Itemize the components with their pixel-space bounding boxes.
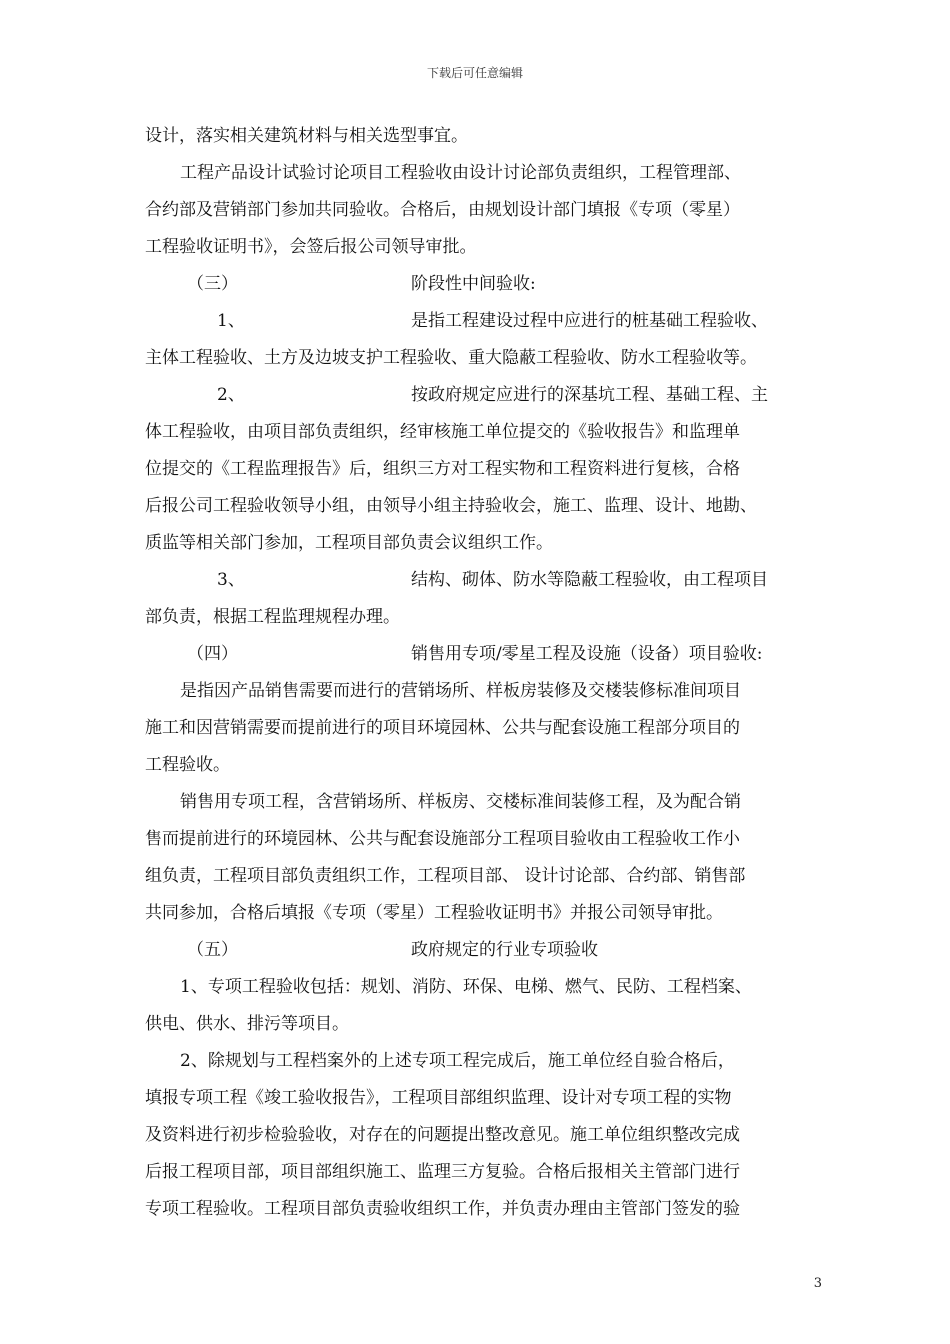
section-label: （三） xyxy=(187,274,238,294)
body-line: 及资料进行初步检验验收，对存在的问题提出整改意见。施工单位组织整改完成 xyxy=(145,1125,740,1145)
body-line: 合约部及营销部门参加共同验收。合格后，由规划设计部门填报《专项（零星） xyxy=(145,200,740,220)
body-line: 设计，落实相关建筑材料与相关选型事宜。 xyxy=(145,126,468,146)
body-line: 供电、供水、排污等项目。 xyxy=(145,1014,349,1034)
body-line: 是指因产品销售需要而进行的营销场所、样板房装修及交楼装修标准间项目 xyxy=(180,681,741,701)
body-line: 施工和因营销需要而提前进行的项目环境园林、公共与配套设施工程部分项目的 xyxy=(145,718,740,738)
section-label: （五） xyxy=(187,940,238,960)
body-line: 1、专项工程验收包括：规划、消防、环保、电梯、燃气、民防、工程档案、 xyxy=(180,977,752,997)
section-label: （四） xyxy=(187,644,238,664)
item-text: 结构、砌体、防水等隐蔽工程验收，由工程项目 xyxy=(411,570,768,590)
item-label: 3、 xyxy=(217,570,245,590)
page-number: 3 xyxy=(813,1276,822,1291)
body-line: 工程验收证明书》，会签后报公司领导审批。 xyxy=(145,237,477,257)
section-title: 销售用专项/零星工程及设施（设备）项目验收: xyxy=(411,644,763,664)
list-item-3 xyxy=(145,562,845,599)
body-line: 后报公司工程验收领导小组，由领导小组主持验收会，施工、监理、设计、地勘、 xyxy=(145,496,757,516)
body-line: 组负责，工程项目部负责组织工作，工程项目部、 设计讨论部、合约部、销售部 xyxy=(145,866,746,886)
item-text: 按政府规定应进行的深基坑工程、基础工程、主 xyxy=(411,385,768,405)
body-line: 专项工程验收。工程项目部负责验收组织工作，并负责办理由主管部门签发的验 xyxy=(145,1199,740,1219)
item-text: 是指工程建设过程中应进行的桩基础工程验收、 xyxy=(411,311,768,331)
section-title: 政府规定的行业专项验收 xyxy=(411,940,598,960)
body-line: 部负责，根据工程监理规程办理。 xyxy=(145,607,400,627)
list-item-2 xyxy=(145,377,845,414)
item-label: 1、 xyxy=(217,311,245,331)
body-line: 主体工程验收、土方及边坡支护工程验收、重大隐蔽工程验收、防水工程验收等。 xyxy=(145,348,757,368)
body-line: 销售用专项工程，含营销场所、样板房、交楼标准间装修工程，及为配合销 xyxy=(180,792,741,812)
body-line: 售而提前进行的环境园林、公共与配套设施部分工程项目验收由工程验收工作小 xyxy=(145,829,740,849)
body-line: 后报工程项目部，项目部组织施工、监理三方复验。合格后报相关主管部门进行 xyxy=(145,1162,740,1182)
section-heading-5 xyxy=(145,932,845,969)
section-heading-4 xyxy=(145,636,845,673)
body-line: 填报专项工程《竣工验收报告》，工程项目部组织监理、设计对专项工程的实物 xyxy=(145,1088,732,1108)
section-title: 阶段性中间验收: xyxy=(411,274,536,294)
body-line: 2、除规划与工程档案外的上述专项工程完成后，施工单位经自验合格后， xyxy=(180,1051,735,1071)
body-line: 共同参加，合格后填报《专项（零星）工程验收证明书》并报公司领导审批。 xyxy=(145,903,723,923)
body-line: 体工程验收，由项目部负责组织，经审核施工单位提交的《验收报告》和监理单 xyxy=(145,422,740,442)
body-line: 工程验收。 xyxy=(145,755,230,775)
body-line: 质监等相关部门参加，工程项目部负责会议组织工作。 xyxy=(145,533,553,553)
page-header: 下载后可任意编辑 xyxy=(426,66,523,80)
body-line: 位提交的《工程监理报告》后，组织三方对工程实物和工程资料进行复核，合格 xyxy=(145,459,740,479)
item-label: 2、 xyxy=(217,385,245,405)
section-heading-3 xyxy=(145,266,845,303)
list-item-1 xyxy=(145,303,845,340)
body-line: 工程产品设计试验讨论项目工程验收由设计讨论部负责组织，工程管理部、 xyxy=(180,163,741,183)
document-body xyxy=(145,118,845,1228)
